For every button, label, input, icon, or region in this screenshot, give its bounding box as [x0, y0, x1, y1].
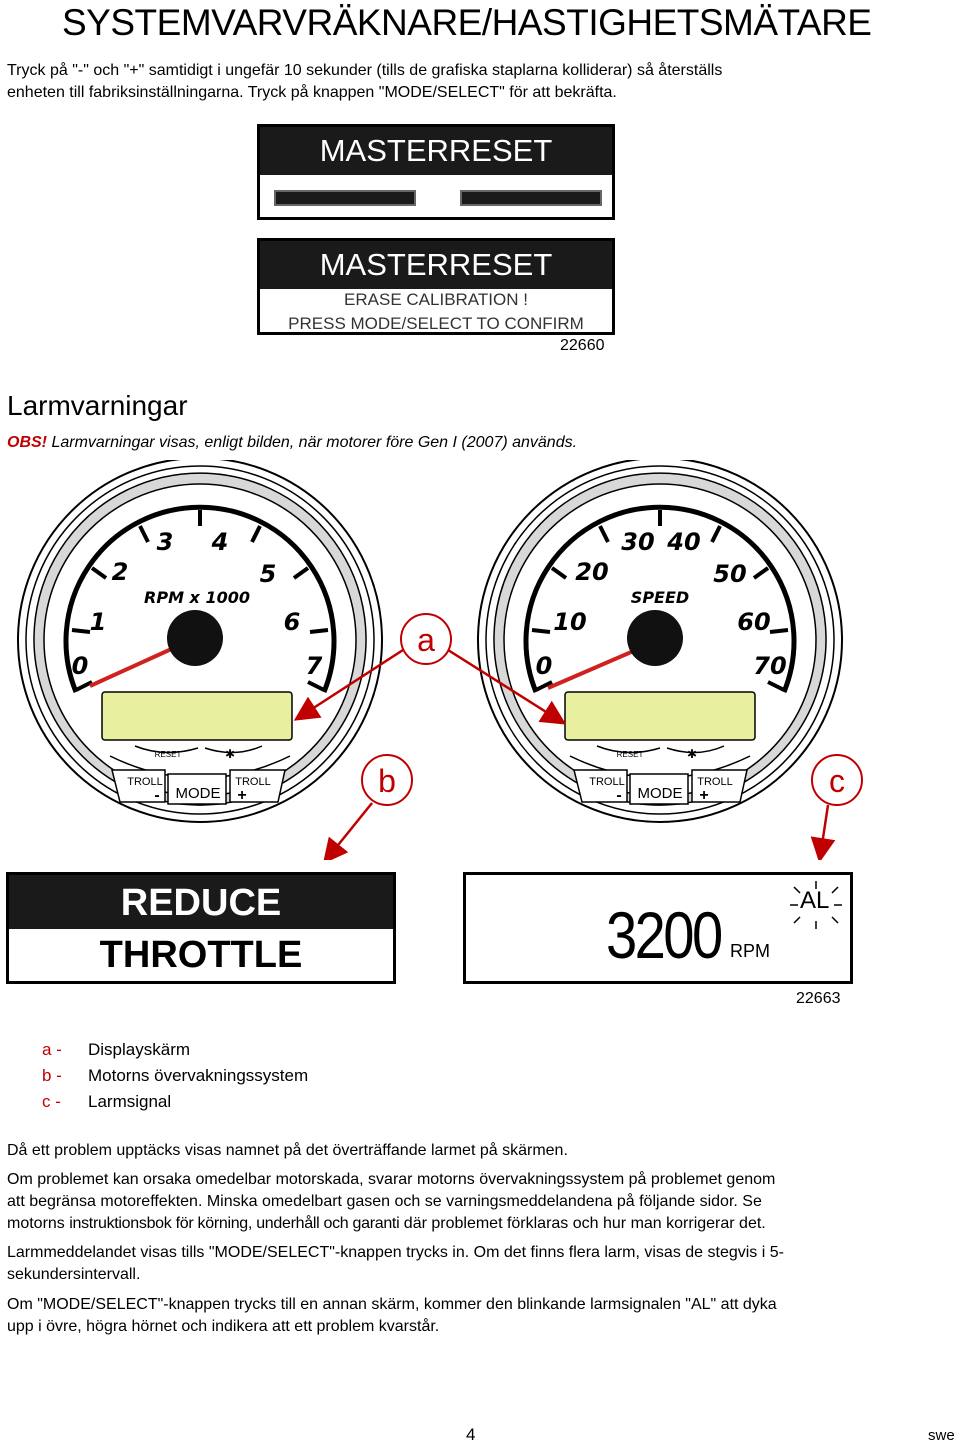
page-number: 4: [466, 1425, 476, 1444]
speed-tick-0: 0: [535, 652, 553, 680]
speed-lcd: [565, 692, 755, 740]
body-p4-line-1: Om "MODE/SELECT"-knappen trycks till en annan skärm, kommer den blinkande larmsignalen "AL" att dyka: [7, 1296, 777, 1313]
screen-2-title: MASTERRESET: [260, 241, 612, 289]
alarm-label: AL: [800, 887, 830, 914]
figure-1-id: 22660: [560, 337, 605, 354]
rpm-tick-7: 7: [305, 652, 323, 680]
body-p2-line-1: Om problemet kan orsaka omedelbar motorskada, svarar motorns övervakningssystem på problemet genom: [7, 1171, 776, 1188]
body-paragraph-2: [7, 1169, 907, 1235]
masterreset-screen-1: [257, 124, 615, 220]
speed-troll-left-label: TROLL: [589, 776, 625, 788]
rpm-scale-label: RPM x 1000: [144, 588, 250, 607]
rpm-tick-5: 5: [259, 560, 277, 588]
legend-item-a: [42, 1040, 308, 1066]
body-paragraph-4: [7, 1294, 907, 1338]
callout-a-label: a: [417, 622, 435, 658]
legend-text-c: Larmsignal: [88, 1092, 172, 1111]
rpm-value: 3200: [606, 898, 721, 972]
speed-mode-label: MODE: [637, 785, 683, 802]
rpm-troll-right-label: TROLL: [235, 776, 271, 788]
speed-tick-10: 10: [553, 608, 587, 636]
body-p2-line-3-post: där problemet förklaras och hur man korrigerar det.: [399, 1215, 766, 1232]
speed-scale-label: SPEED: [630, 588, 690, 607]
throttle-line: THROTTLE: [99, 934, 303, 976]
rpm-gear-icon: ✱: [224, 747, 236, 761]
obs-label: OBS!: [7, 434, 47, 451]
speed-minus-label: -: [616, 787, 622, 804]
rpm-tick-2: 2: [111, 558, 129, 586]
rpm-gauge: [18, 460, 382, 822]
reset-bar-left: [274, 190, 416, 206]
speed-tick-30: 30: [621, 528, 655, 556]
body-p2-line-2: att begränsa motoreffekten. Minska omedelbart gasen och se varningsmeddelandena på följande sidor. Se: [7, 1193, 762, 1210]
callout-b: [326, 755, 412, 860]
intro-line-1: Tryck på "-" och "+" samtidigt i ungefär 10 sekunder (tills de grafiska staplarna kolliderar) så återställs: [7, 62, 723, 79]
speed-tick-60: 60: [737, 608, 771, 636]
body-paragraph-1: Då ett problem upptäcks visas namnet på det överträffande larmet på skärmen.: [7, 1142, 568, 1159]
rpm-lcd: [102, 692, 292, 740]
manual-reference: instruktionsbok för körning, underhåll och garanti: [69, 1215, 400, 1232]
figure-2-id: 22663: [796, 990, 841, 1007]
callout-b-label: b: [378, 763, 396, 799]
rpm-troll-left-label: TROLL: [127, 776, 163, 788]
rpm-minus-label: -: [154, 787, 160, 804]
callout-c: [812, 755, 862, 858]
speed-gear-icon: ✱: [686, 747, 698, 761]
speed-tick-70: 70: [753, 652, 787, 680]
rpm-reset-label: RESET: [154, 750, 182, 759]
obs-text: Larmvarningar visas, enligt bilden, när motorer före Gen I (2007) används.: [47, 434, 578, 451]
speed-plus-label: +: [699, 787, 709, 804]
screen-2-line-2: PRESS MODE/SELECT TO CONFIRM: [288, 314, 584, 333]
rpm-tick-6: 6: [283, 608, 301, 636]
screen-1-title: MASTERRESET: [260, 127, 612, 175]
screen-2-line-1: ERASE CALIBRATION !: [344, 290, 528, 309]
body-p2-line-3-pre: motorns: [7, 1215, 70, 1232]
masterreset-screen-2: [257, 238, 615, 335]
gauges-illustration: [0, 460, 960, 860]
legend-key-b: b -: [42, 1066, 62, 1085]
reduce-throttle-display: [6, 872, 396, 984]
rpm-plus-label: +: [237, 787, 247, 804]
obs-note: [7, 434, 577, 452]
callout-c-label: c: [829, 763, 845, 799]
legend: [42, 1040, 308, 1118]
speed-reset-label: RESET: [616, 750, 644, 759]
reduce-line: REDUCE: [9, 875, 393, 929]
rpm-tick-3: 3: [156, 528, 174, 556]
rpm-mode-label: MODE: [175, 785, 221, 802]
speed-gauge: [478, 460, 842, 822]
speed-troll-right-label: TROLL: [697, 776, 733, 788]
legend-text-b: Motorns övervakningssystem: [88, 1066, 309, 1085]
section-heading: Larmvarningar: [7, 390, 188, 421]
rpm-tick-4: 4: [211, 528, 229, 556]
rpm-tick-0: 0: [71, 652, 89, 680]
speed-tick-50: 50: [713, 560, 747, 588]
language-code: swe: [928, 1427, 955, 1444]
page-title: SYSTEMVARVRÄKNARE/HASTIGHETSMÄTARE: [62, 2, 872, 43]
speed-tick-20: 20: [575, 558, 609, 586]
body-p3-line-1: Larmmeddelandet visas tills "MODE/SELECT"-knappen trycks in. Om det finns flera larm, visas de stegvis i 5-: [7, 1244, 784, 1261]
rpm-tick-1: 1: [89, 608, 107, 636]
speed-tick-40: 40: [667, 528, 701, 556]
reset-bar-right: [460, 190, 602, 206]
legend-text-a: Displayskärm: [88, 1040, 191, 1059]
body-p3-line-2: sekundersintervall.: [7, 1266, 141, 1283]
body-paragraph-3: [7, 1242, 907, 1286]
rpm-unit: RPM: [730, 941, 770, 961]
body-p4-line-2: upp i övre, högra hörnet och indikera att ett problem kvarstår.: [7, 1318, 440, 1335]
body-p2-line-3: [7, 1213, 907, 1235]
rpm-alarm-display: [463, 872, 853, 984]
legend-item-c: [42, 1092, 308, 1118]
legend-key-a: a -: [42, 1040, 62, 1059]
intro-line-2: enheten till fabriksinställningarna. Tryck på knappen "MODE/SELECT" för att bekräfta.: [7, 84, 617, 101]
legend-key-c: c -: [42, 1092, 61, 1111]
legend-item-b: [42, 1066, 308, 1092]
